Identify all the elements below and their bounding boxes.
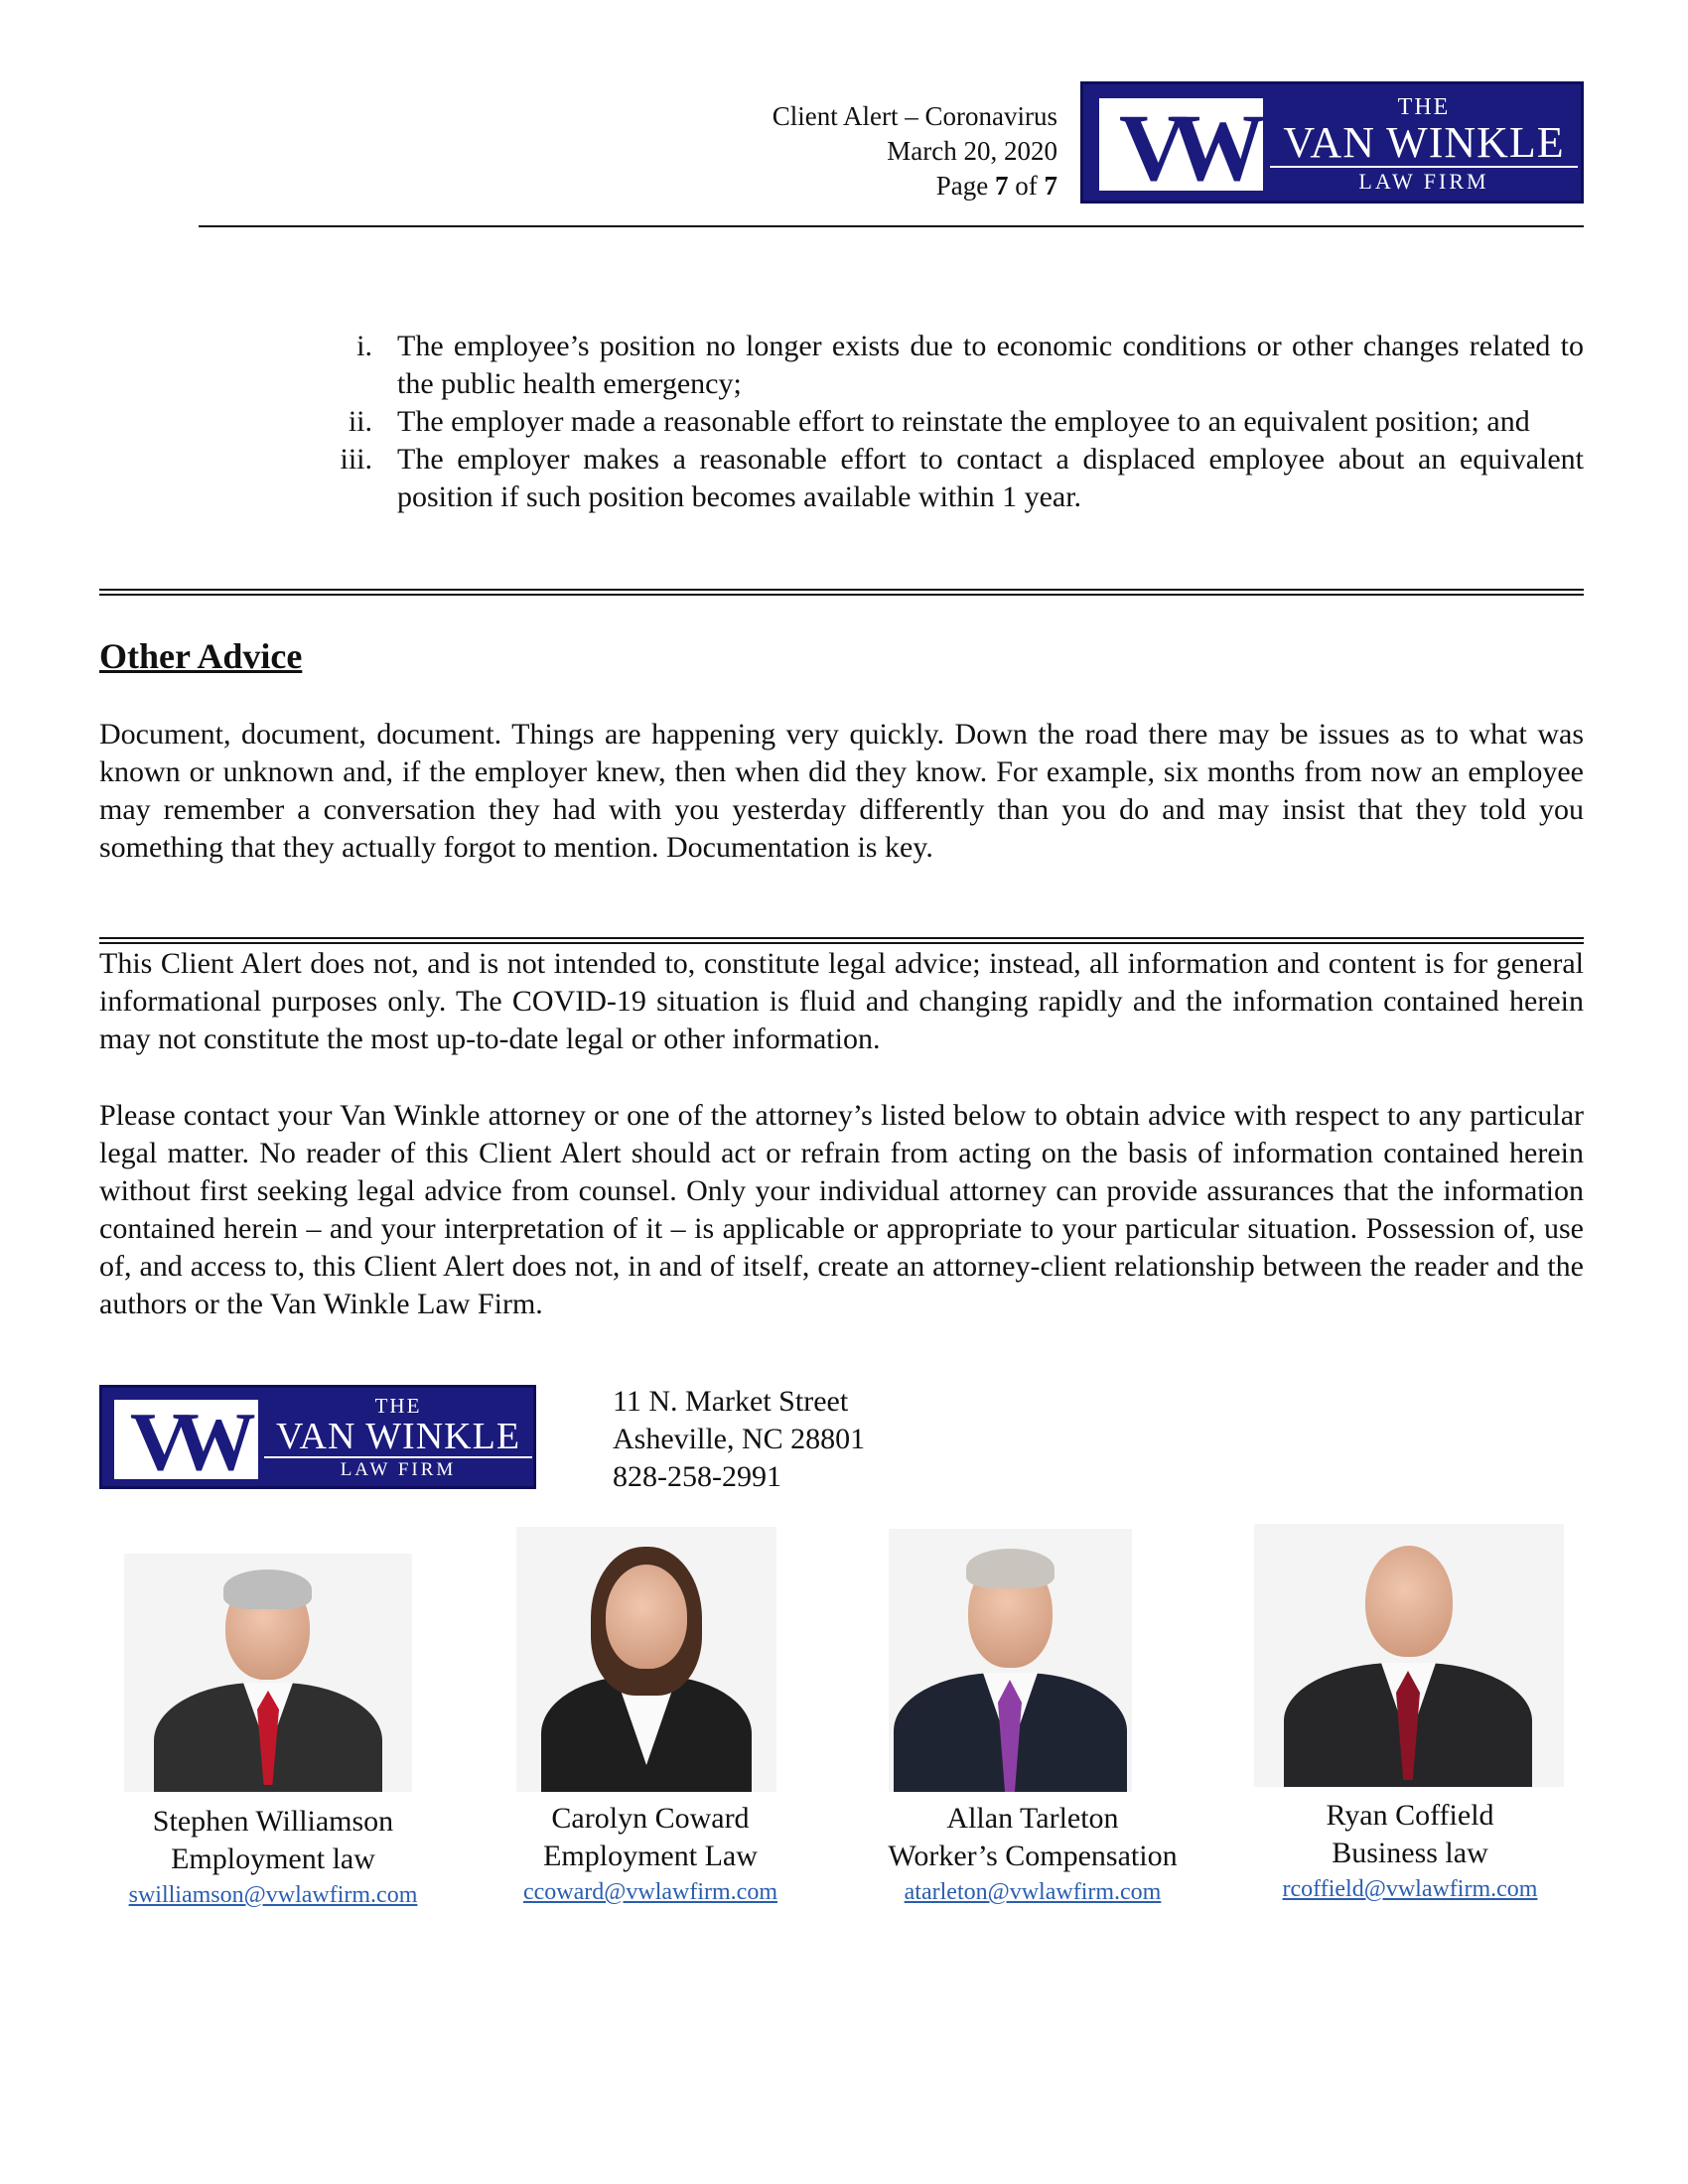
condition-list [328,328,1584,516]
attorney-practice: Employment law [171,1843,375,1875]
attorney-card-coward [467,1800,834,1909]
logo-monogram: VW [1097,96,1265,193]
attorney-name: Carolyn Coward [551,1802,750,1835]
section-divider [99,589,1584,596]
alert-title: Client Alert – Coronavirus [772,101,1057,131]
attorney-name: Stephen Williamson [152,1805,394,1838]
page-number: Page 7 of 7 [935,171,1057,201]
header-logo [1080,81,1584,204]
attorney-email-link[interactable]: swilliamson@vwlawfirm.com [128,1882,418,1908]
logo-wordmark: THE VAN WINKLE LAW FIRM [264,1395,532,1482]
attorney-card-coffield [1226,1797,1594,1906]
attorney-name: Ryan Coffield [1326,1799,1494,1832]
list-item: ii. The employer made a reasonable effort to reinstate the employee to an equivalent position; and [348,405,1530,438]
alert-date: March 20, 2020 [887,136,1057,166]
attorney-photo-coffield [1254,1524,1564,1787]
attorney-practice: Business law [1332,1837,1488,1869]
attorney-practice: Employment Law [543,1840,758,1872]
attorney-email-link[interactable]: ccoward@vwlawfirm.com [522,1879,777,1905]
other-advice-text: Document, document, document. Things are happening very quickly. Down the road there may be issues as to what was known or unknown and, if the employer knew, then when did they know. For example, six months from now an employee may remember a conversation they had with you yesterday differently than you do and may insist that they told you something that they actually forgot to mention. Documentation is key. [99,718,1584,864]
header-meta [773,99,1057,204]
disclaimer-paragraph-2: Please contact your Van Winkle attorney or one of the attorney’s listed below to obtain advice with respect to any particular legal matter. No reader of this Client Alert should act or refrain from acting on the basis of information contained herein without first seeking legal advice from counsel. Only your individual attorney can provide assurances that the information contained herein – and your interpretation of it – is applicable or appropriate to your particular situation. Possession of, use of, and access to, this Client Alert does not, in and of itself, create an attorney-client relationship between the reader and the authors or the Van Winkle Law Firm. [99,1099,1584,1320]
attorney-card-tarleton [849,1800,1216,1909]
attorney-card-williamson [84,1803,462,1912]
attorney-practice: Worker’s Compensation [888,1840,1178,1872]
address-city: Asheville, NC 28801 [613,1423,866,1455]
attorney-email-link[interactable]: atarleton@vwlawfirm.com [904,1879,1162,1905]
firm-address [613,1383,865,1496]
disclaimer-divider [99,937,1584,944]
logo-wordmark: THE VAN WINKLE LAW FIRM [1270,94,1578,196]
logo-monogram: VW [112,1398,260,1481]
disclaimer-paragraph-1: This Client Alert does not, and is not intended to, constitute legal advice; instead, all information and content is for general informational purposes only. The COVID-19 situation is fluid and changing rapidly and the information contained herein may not constitute the most up-to-date legal or other information. [99,947,1584,1055]
header-divider [199,225,1584,227]
section-title: Other Advice [99,636,303,676]
attorney-photo-williamson [124,1554,412,1792]
attorney-name: Allan Tarleton [946,1802,1119,1835]
attorney-photo-tarleton [889,1529,1132,1792]
list-item: i. The employee’s position no longer exists due to economic conditions or other changes related to the public health emergency; [356,330,1584,400]
footer-logo [99,1385,536,1489]
address-street: 11 N. Market Street [613,1385,849,1418]
address-phone: 828-258-2991 [613,1460,781,1493]
attorney-email-link[interactable]: rcoffield@vwlawfirm.com [1282,1876,1538,1902]
list-item: iii. The employer makes a reasonable effort to contact a displaced employee about an equivalent position if such position becomes available within 1 year. [340,443,1584,513]
attorney-photo-coward [516,1527,776,1792]
